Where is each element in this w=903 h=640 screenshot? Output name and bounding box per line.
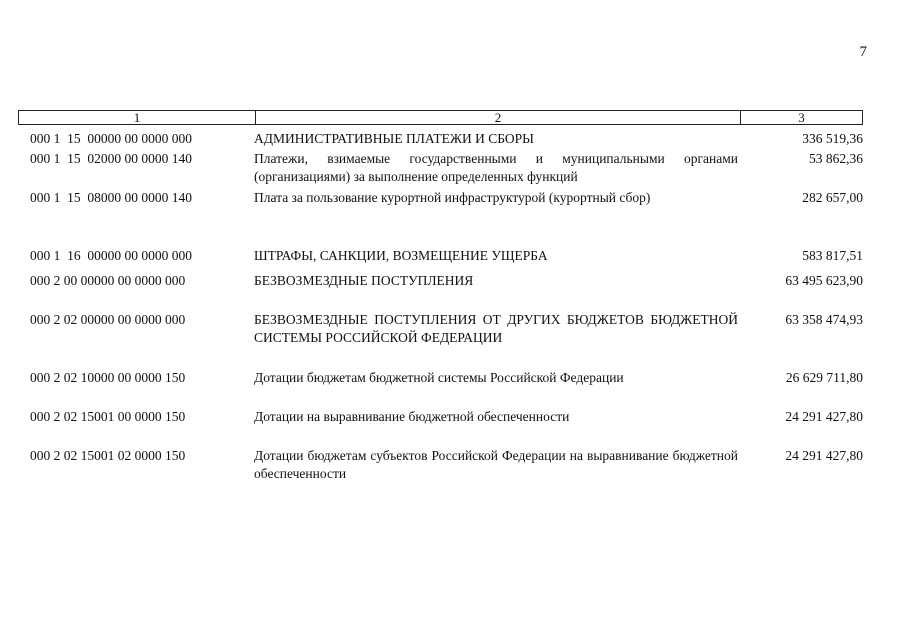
table-row <box>18 408 863 426</box>
row-code: 000 2 02 15001 00 0000 150 <box>30 409 186 424</box>
row-name: Дотации бюджетам субъектов Российской Федерации на выравнивание бюджетной обеспеченности <box>254 448 738 481</box>
table-row <box>18 369 863 387</box>
column-header-1: 1 <box>19 111 256 124</box>
row-code: 000 1 15 08000 00 0000 140 <box>30 190 192 205</box>
row-name: БЕЗВОЗМЕЗДНЫЕ ПОСТУПЛЕНИЯ <box>254 273 474 288</box>
row-name: Дотации на выравнивание бюджетной обеспеченности <box>254 409 570 424</box>
row-code: 000 2 02 15001 02 0000 150 <box>30 448 186 463</box>
row-amount: 336 519,36 <box>802 131 863 146</box>
table-row <box>18 130 863 148</box>
table-row <box>18 247 863 265</box>
column-header-3: 3 <box>798 110 805 125</box>
row-amount: 24 291 427,80 <box>785 448 863 463</box>
row-amount: 26 629 711,80 <box>785 370 863 385</box>
table-header <box>18 110 863 125</box>
table-row <box>18 189 863 207</box>
row-amount: 63 358 474,93 <box>785 312 863 327</box>
row-amount: 583 817,51 <box>802 248 863 263</box>
table-row <box>18 447 863 483</box>
row-amount: 63 495 623,90 <box>785 273 863 288</box>
row-name: БЕЗВОЗМЕЗДНЫЕ ПОСТУПЛЕНИЯ ОТ ДРУГИХ БЮДЖЕТОВ БЮДЖЕТНОЙ СИСТЕМЫ РОССИЙСКОЙ ФЕДЕРАЦИИ <box>254 312 738 345</box>
row-code: 000 2 02 00000 00 0000 000 <box>30 312 186 327</box>
row-code: 000 1 15 00000 00 0000 000 <box>30 131 192 146</box>
row-name: АДМИНИСТРАТИВНЫЕ ПЛАТЕЖИ И СБОРЫ <box>254 131 534 146</box>
table-row <box>18 272 863 290</box>
row-amount: 282 657,00 <box>802 190 863 205</box>
row-name: Плата за пользование курортной инфраструктурой (курортный сбор) <box>254 190 651 205</box>
column-header-2: 2 <box>256 111 741 124</box>
table-row <box>18 150 863 186</box>
row-name: Платежи, взимаемые государственными и муниципальными органами (организациями) за выполнение определенных функций <box>254 151 738 184</box>
row-amount: 24 291 427,80 <box>785 409 863 424</box>
row-code: 000 1 16 00000 00 0000 000 <box>30 248 192 263</box>
page-number: 7 <box>859 44 867 60</box>
row-code: 000 1 15 02000 00 0000 140 <box>30 151 192 166</box>
row-code: 000 2 00 00000 00 0000 000 <box>30 273 186 288</box>
row-amount: 53 862,36 <box>809 151 863 166</box>
row-name: Дотации бюджетам бюджетной системы Российской Федерации <box>254 370 624 385</box>
row-name: ШТРАФЫ, САНКЦИИ, ВОЗМЕЩЕНИЕ УЩЕРБА <box>254 248 548 263</box>
row-code: 000 2 02 10000 00 0000 150 <box>30 370 186 385</box>
table-row <box>18 311 863 347</box>
